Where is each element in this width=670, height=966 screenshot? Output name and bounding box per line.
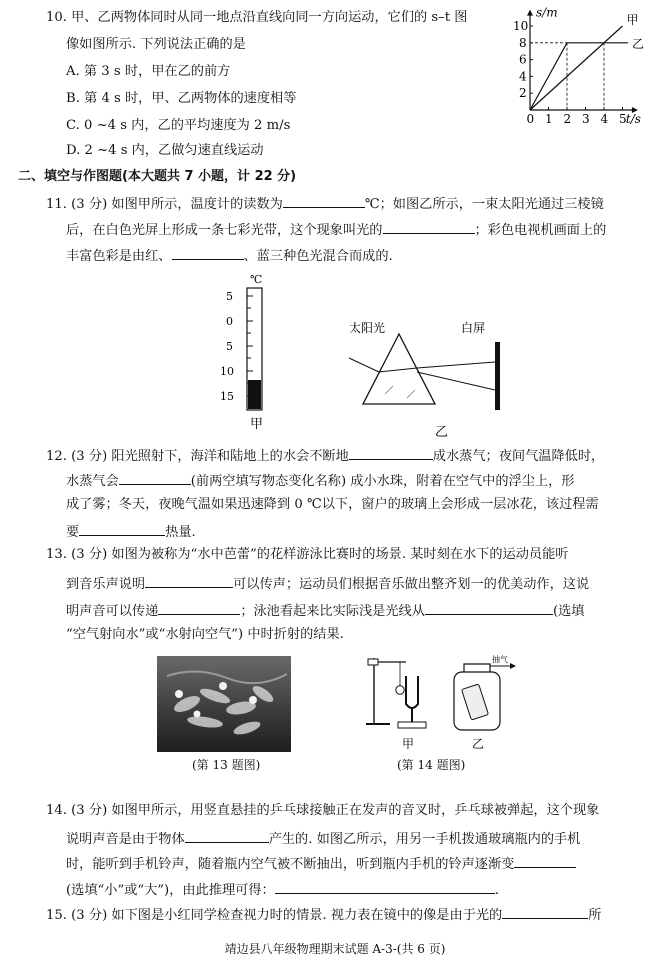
ping-pong-ball	[396, 686, 404, 694]
series-label-jia: 甲	[626, 13, 639, 27]
thermo-tick-5-above: 5	[226, 290, 233, 303]
prism	[363, 334, 435, 404]
q11-l2b: ；彩色电视机画面上的	[474, 223, 607, 238]
q11-blank-3[interactable]	[172, 245, 244, 260]
q13-l2b: 可以传声；运动员们根据音乐做出整齐划一的优美动作，这说	[233, 577, 590, 592]
thermo-tick-15: 15	[220, 390, 234, 403]
q12-l2b: (前两空填写物态变化名称) 成小水珠，附着在空气中的浮尘上，形	[190, 474, 575, 489]
q10-option-c: C. 0 ~4 s 内，乙的平均速度为 2 m/s	[66, 118, 291, 133]
y-tick-label: 8	[519, 35, 527, 50]
fig14-caption: (第 14 题图)	[397, 758, 466, 772]
q13-blank-2[interactable]	[158, 600, 240, 615]
q14-line3	[66, 853, 576, 874]
q12-l1a: 12. (3 分) 阳光照射下，海洋和陆地上的水会不断地	[46, 449, 349, 464]
y-tick-label: 4	[519, 69, 527, 84]
q10-option-a: A. 第 3 s 时，甲在乙的前方	[66, 64, 231, 79]
q11-blank-2[interactable]	[383, 219, 475, 234]
q15-line1	[46, 904, 601, 925]
thermo-unit: ℃	[250, 273, 263, 286]
x-tick-label: 0	[526, 112, 535, 126]
q11-line2	[66, 219, 606, 240]
page-footer: 靖边县八年级物理期末试题 A-3-(共 6 页)	[224, 942, 446, 956]
q12-blank-2[interactable]	[119, 470, 191, 485]
q15-blank-1[interactable]	[502, 904, 588, 919]
thermometer-figure	[220, 272, 310, 432]
prism-figure	[345, 318, 515, 443]
synchronized-swimming-photo	[157, 656, 291, 752]
q12-line2	[66, 470, 574, 491]
q12-l2a: 水蒸气会	[66, 474, 119, 489]
q13-blank-3[interactable]	[425, 600, 553, 615]
q10-option-b: B. 第 4 s 时，甲、乙两物体的速度相等	[66, 91, 297, 106]
y-tick-label: 6	[519, 52, 527, 67]
q11-l1b: ℃；如图乙所示，一束太阳光通过三棱镜	[364, 197, 604, 212]
x-tick-label: 2	[563, 112, 572, 126]
q13-blank-1[interactable]	[145, 573, 233, 588]
fig14-label-a: 甲	[402, 737, 415, 751]
fig13-caption: (第 13 题图)	[192, 758, 261, 772]
tuning-fork-and-jar-figure	[362, 650, 522, 756]
q14-l3: 时，能听到手机铃声，随着瓶内空气被不断抽出，听到瓶内手机的铃声逐渐变	[66, 857, 515, 872]
prism-figure-label: 乙	[435, 425, 449, 440]
x-tick-label: 3	[582, 112, 590, 126]
pump-label: 抽气	[492, 655, 508, 664]
white-screen	[495, 342, 500, 410]
q11-l3b: 、蓝三种色光混合而成的.	[243, 249, 393, 264]
q13-line4: “空气射向水”或“水射向空气”) 中时折射的结果.	[66, 627, 344, 642]
thermo-figure-label: 甲	[250, 417, 264, 432]
x-tick-label: 5	[619, 112, 627, 126]
q12-blank-3[interactable]	[79, 521, 165, 536]
q14-l2a: 说明声音是由于物体	[66, 832, 185, 847]
q14-l2b: 产生的. 如图乙所示，用另一手机拨通玻璃瓶内的手机	[268, 832, 581, 847]
thermo-tick-10: 10	[220, 365, 234, 378]
prism-sunlight-label: 太阳光	[349, 321, 386, 335]
q11-line3	[66, 245, 393, 266]
x-tick-label: 4	[600, 112, 609, 126]
q15-l1a: 15. (3 分) 如下图是小红同学检查视力时的情景. 视力表在镜中的像是由于光的	[46, 908, 503, 923]
q13-l2a: 到音乐声说明	[66, 577, 146, 592]
y-tick-label: 10	[513, 19, 529, 33]
q13-line1: 13. (3 分) 如图为被称为“水中芭蕾”的花样游泳比赛时的场景. 某时刻在水下的运动员能听	[46, 547, 569, 562]
q12-l1b: 成水蒸气；夜间气温降低时，	[432, 449, 605, 464]
series-label-yi: 乙	[632, 36, 645, 51]
q14-blank-1[interactable]	[185, 828, 269, 843]
q12-line4	[66, 521, 196, 542]
series-line-jia	[530, 26, 623, 110]
section-2-heading: 二、填空与作图题(本大题共 7 小题，计 22 分)	[18, 169, 297, 184]
q14-line4	[66, 879, 499, 900]
fig14-label-b: 乙	[472, 737, 485, 751]
q12-line1	[46, 445, 604, 466]
thermo-tick-5-below: 5	[226, 340, 233, 353]
q11-l2a: 后，在白色光屏上形成一条七彩光带，这个现象叫光的	[66, 223, 383, 238]
x-tick-label: 1	[545, 112, 553, 126]
q11-l3a: 丰富色彩是由红、	[66, 249, 172, 264]
x-axis-label: t/s	[625, 112, 641, 126]
q10-line2: 像如图所示. 下列说法正确的是	[66, 37, 246, 52]
q13-l3b: ；泳池看起来比实际浅是光线从	[240, 604, 425, 619]
q13-line3	[66, 600, 584, 621]
y-axis-label: s/m	[536, 6, 558, 20]
q13-l3a: 明声音可以传递	[66, 604, 159, 619]
q14-l4a: (选填“小”或“大”)，由此推理可得：	[66, 883, 275, 898]
series-line-yi	[530, 43, 628, 110]
q15-l1b: 所	[588, 908, 602, 923]
q10-option-d: D. 2 ~4 s 内，乙做匀速直线运动	[66, 143, 264, 158]
st-graph	[510, 6, 660, 131]
q10-line1: 10. 甲、乙两物体同时从同一地点沿直线向同一方向运动，它们的 s–t 图	[46, 10, 468, 25]
q14-l4b: .	[494, 883, 499, 898]
incident-ray	[349, 358, 379, 372]
y-tick-label: 2	[519, 86, 527, 101]
spectrum-ray-bottom	[417, 372, 495, 390]
q11-blank-1[interactable]	[283, 193, 365, 208]
q11-l1a: 11. (3 分) 如图甲所示，温度计的读数为	[46, 197, 283, 212]
q12-l4b: 热量.	[165, 525, 196, 540]
spectrum-ray-top	[417, 362, 495, 368]
q12-line3: 成了雾；冬天，夜晚气温如果迅速降到 0 ℃以下，窗户的玻璃上会形成一层冰花，该过程需	[66, 497, 599, 512]
q14-blank-3[interactable]	[275, 879, 495, 894]
y-axis-arrow	[527, 10, 533, 16]
thermo-tick-0: 0	[226, 315, 233, 328]
q11-line1	[46, 193, 604, 214]
q14-line2	[66, 828, 580, 849]
thermometer-liquid	[248, 380, 261, 409]
q13-line2	[66, 573, 589, 594]
q12-l4a: 要	[66, 525, 80, 540]
q14-line1: 14. (3 分) 如图甲所示，用竖直悬挂的乒乓球接触正在发声的音叉时，乒乓球被弹起，这个现象	[46, 803, 600, 818]
tuning-fork	[406, 676, 418, 708]
q14-blank-2[interactable]	[514, 853, 576, 868]
prism-screen-label: 白屏	[461, 321, 486, 335]
q12-blank-1[interactable]	[349, 445, 433, 460]
q13-l3c: (选填	[552, 604, 585, 619]
